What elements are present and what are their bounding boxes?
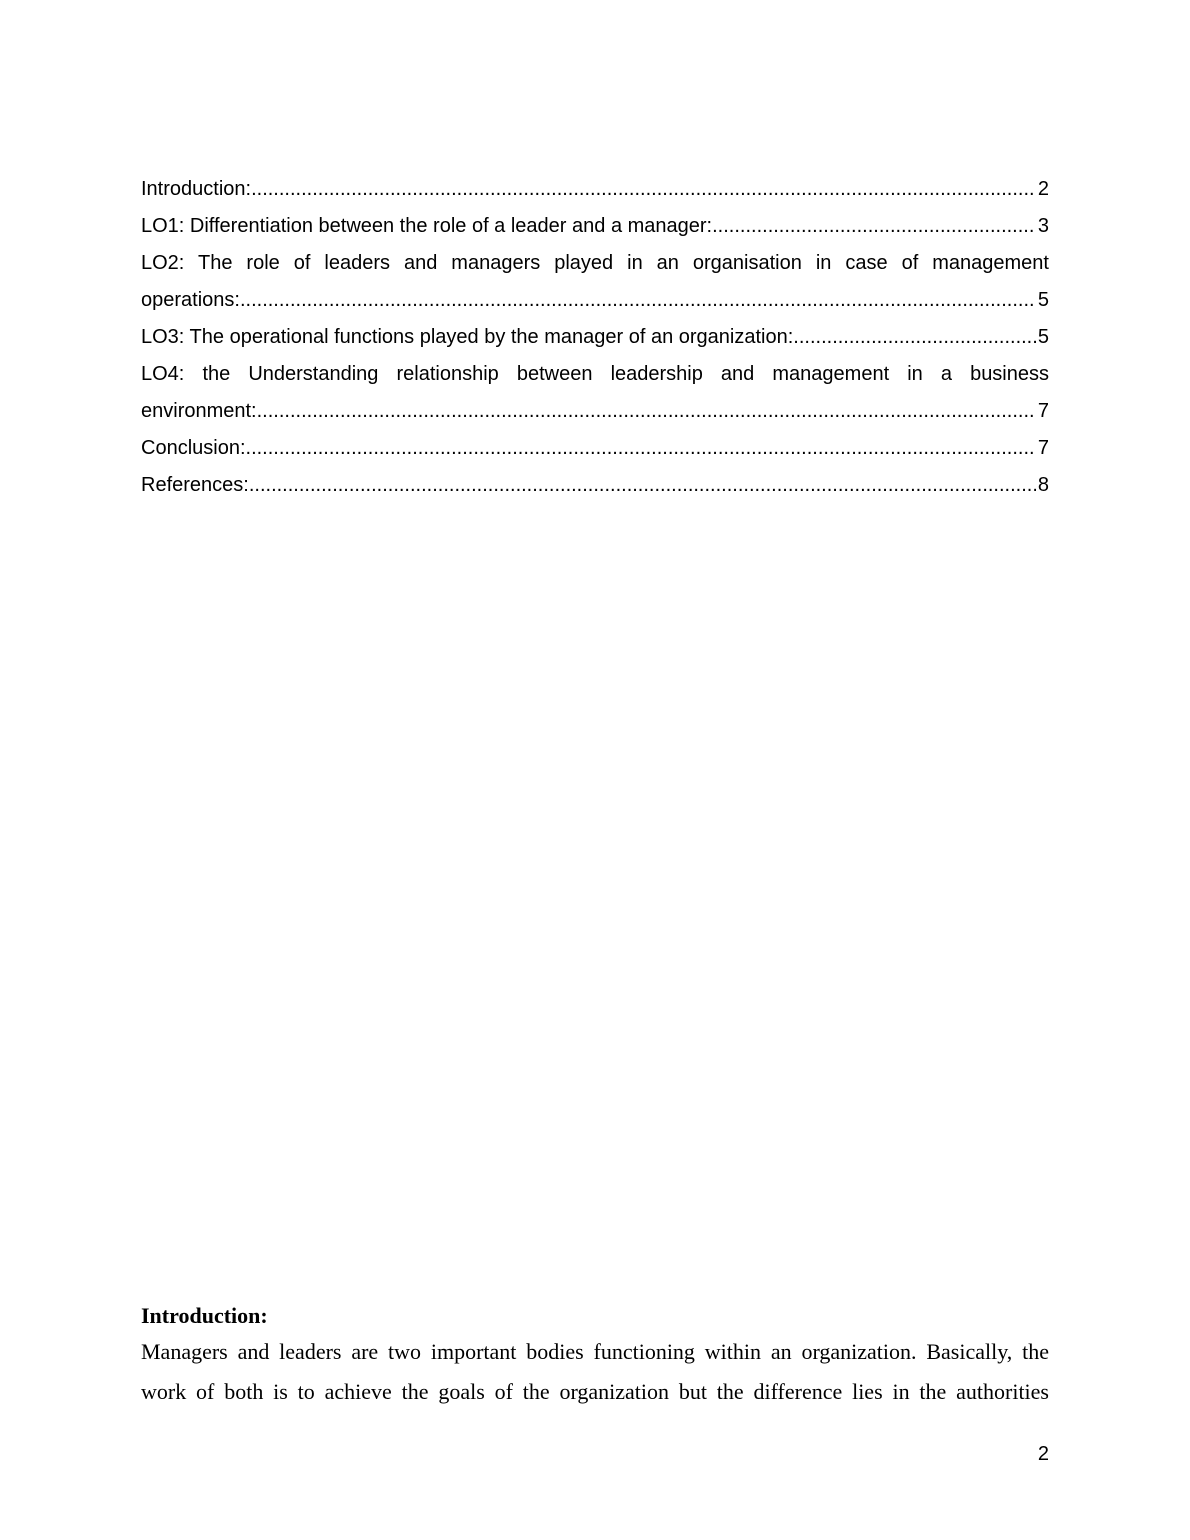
toc-entry-title: Conclusion: bbox=[141, 437, 246, 459]
toc-entry-page: 7 bbox=[1037, 437, 1049, 459]
toc-entry-lo3[interactable] bbox=[141, 319, 1049, 356]
toc-entry-title: LO3: The operational functions played by the manager of an organization: bbox=[141, 326, 794, 348]
section-heading: Introduction: bbox=[141, 1303, 268, 1328]
paragraph-line: Managers and leaders are two important bodies functioning within an organization. Basically, the bbox=[141, 1339, 1049, 1364]
paragraph-line: work of both is to achieve the goals of the organization but the difference lies in the authorities bbox=[141, 1379, 1049, 1404]
toc-entry-title: environment: bbox=[141, 400, 257, 422]
table-of-contents bbox=[141, 171, 1049, 504]
introduction-paragraph bbox=[141, 1332, 1049, 1412]
toc-dot-leader bbox=[712, 208, 1036, 245]
toc-entry-title: operations: bbox=[141, 289, 240, 311]
introduction-section bbox=[141, 1302, 1049, 1412]
toc-entry-lo4[interactable] bbox=[141, 393, 1049, 430]
toc-entry-lo1[interactable] bbox=[141, 208, 1049, 245]
toc-entry-page: 5 bbox=[1037, 289, 1049, 311]
toc-entry-lo4-line1[interactable]: LO4: the Understanding relationship between leadership and management in a business bbox=[141, 363, 1049, 385]
toc-entry-references[interactable] bbox=[141, 467, 1049, 504]
toc-dot-leader bbox=[793, 319, 1036, 356]
toc-entry-page: 8 bbox=[1037, 474, 1049, 496]
toc-entry-lo2[interactable] bbox=[141, 282, 1049, 319]
toc-dot-leader bbox=[257, 393, 1036, 430]
toc-entry-title: LO1: Differentiation between the role of a leader and a manager: bbox=[141, 215, 713, 237]
toc-entry-lo2-line1[interactable]: LO2: The role of leaders and managers played in an organisation in case of management bbox=[141, 252, 1049, 274]
toc-dot-leader bbox=[240, 282, 1036, 319]
page-number: 2 bbox=[1037, 1443, 1049, 1465]
toc-entry-title: Introduction: bbox=[141, 178, 252, 200]
toc-entry-introduction[interactable] bbox=[141, 171, 1049, 208]
toc-entry-conclusion[interactable] bbox=[141, 430, 1049, 467]
toc-entry-page: 7 bbox=[1037, 400, 1049, 422]
toc-entry-page: 2 bbox=[1037, 178, 1049, 200]
toc-dot-leader bbox=[251, 171, 1036, 208]
toc-entry-page: 3 bbox=[1037, 215, 1049, 237]
toc-entry-title: References: bbox=[141, 474, 249, 496]
toc-entry-page: 5 bbox=[1037, 326, 1049, 348]
toc-dot-leader bbox=[246, 430, 1036, 467]
toc-dot-leader bbox=[249, 467, 1036, 504]
